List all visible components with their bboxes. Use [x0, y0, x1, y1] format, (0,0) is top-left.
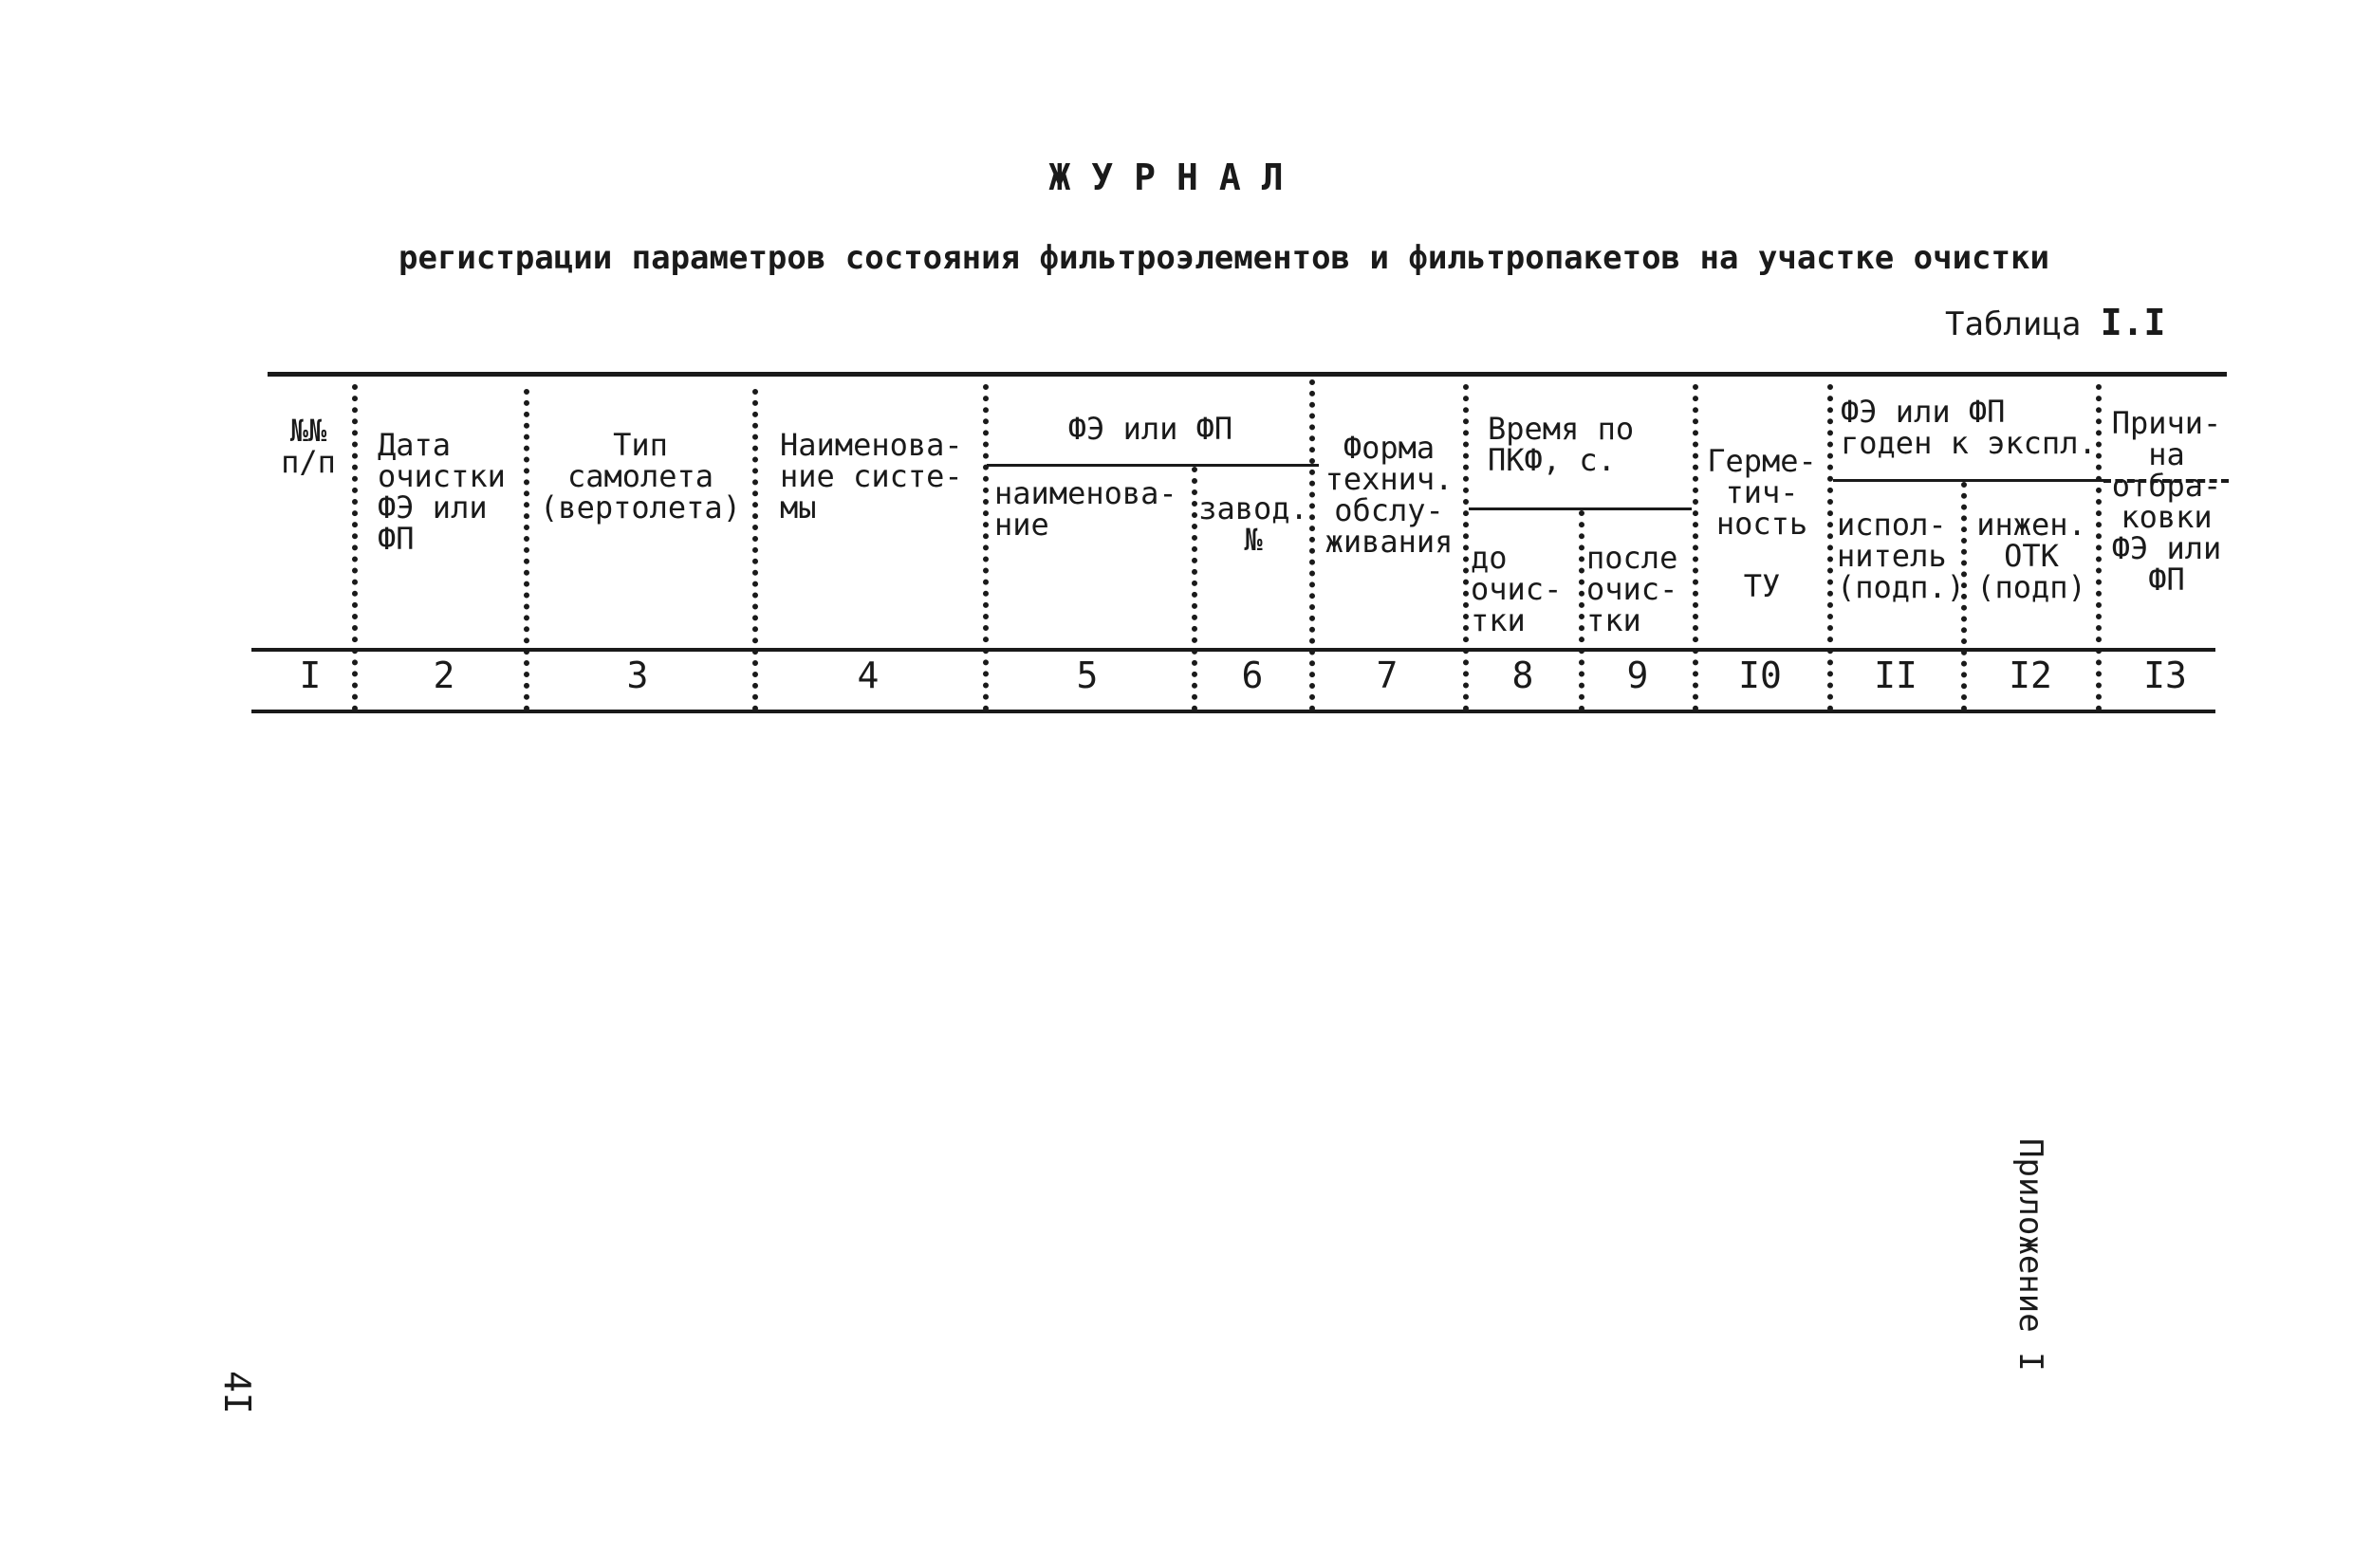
- document-title: ЖУРНАЛ: [1048, 157, 1305, 198]
- header-rejection-reason: Причи- на отбра- ковки ФЭ или ФП: [2111, 405, 2222, 598]
- header-bottom-rule: [251, 648, 2215, 652]
- col-num-3: 3: [626, 655, 649, 696]
- col-divider-10: [1827, 384, 1833, 711]
- col-num-9: 9: [1626, 655, 1649, 696]
- table-number: I.I: [2100, 302, 2166, 343]
- header-before-cleaning: до очис- тки: [1471, 540, 1563, 638]
- col-num-5: 5: [1076, 655, 1099, 696]
- col-num-10: I0: [1738, 655, 1782, 696]
- col-num-1: I: [299, 655, 322, 696]
- header-executor: испол- нитель (подп.): [1837, 507, 1965, 605]
- header-group-time: Время по ПКФ, с.: [1488, 411, 1635, 478]
- header-element-name: наименова- ние: [994, 475, 1177, 543]
- table-top-rule: [268, 372, 2227, 377]
- header-system-name: Наименова- ние систе- мы: [780, 427, 963, 526]
- col-num-4: 4: [857, 655, 880, 696]
- header-serial-number: завод. №: [1198, 490, 1308, 558]
- table-label-word: Таблица: [1945, 305, 2082, 343]
- table-label: [1945, 302, 2165, 343]
- col-num-2: 2: [433, 655, 455, 696]
- header-otk-engineer: инжен. ОТК (подп): [1976, 507, 2086, 605]
- col-num-7: 7: [1376, 655, 1399, 696]
- col-divider-2: [524, 389, 529, 711]
- page-number: 4I: [216, 1371, 258, 1414]
- col-num-12: I2: [2009, 655, 2052, 696]
- col-divider-6: [1309, 379, 1315, 711]
- header-group-fit: ФЭ или ФП годен к экспл.: [1841, 394, 2097, 461]
- col-num-13: I3: [2143, 655, 2187, 696]
- group-rule-fe: [987, 464, 1319, 467]
- header-number: №№ п/п: [281, 413, 336, 480]
- document-subtitle: регистрации параметров состояния фильтроэлементов и фильтропакетов на участке очистки: [398, 239, 2049, 277]
- col-num-6: 6: [1241, 655, 1264, 696]
- col-divider-3: [752, 389, 758, 711]
- col-divider-4: [983, 384, 989, 711]
- header-maintenance-form: Форма технич. обслу- живания: [1325, 430, 1454, 560]
- header-date: Дата очистки ФЭ или ФП: [378, 427, 506, 557]
- header-group-fe-fp: ФЭ или ФП: [1067, 411, 1233, 447]
- header-after-cleaning: после очис- тки: [1586, 540, 1678, 638]
- group-rule-fit: [1833, 479, 2103, 482]
- col-divider-12: [2096, 384, 2102, 711]
- col-num-11: II: [1874, 655, 1918, 696]
- table-bottom-rule: [251, 710, 2215, 713]
- appendix-side-note: Приложение I: [2011, 1138, 2049, 1372]
- col-num-8: 8: [1511, 655, 1534, 696]
- header-tightness: Герме- тич- ность ТУ: [1707, 443, 1817, 604]
- header-aircraft-type: Тип самолета (вертолета): [540, 427, 741, 526]
